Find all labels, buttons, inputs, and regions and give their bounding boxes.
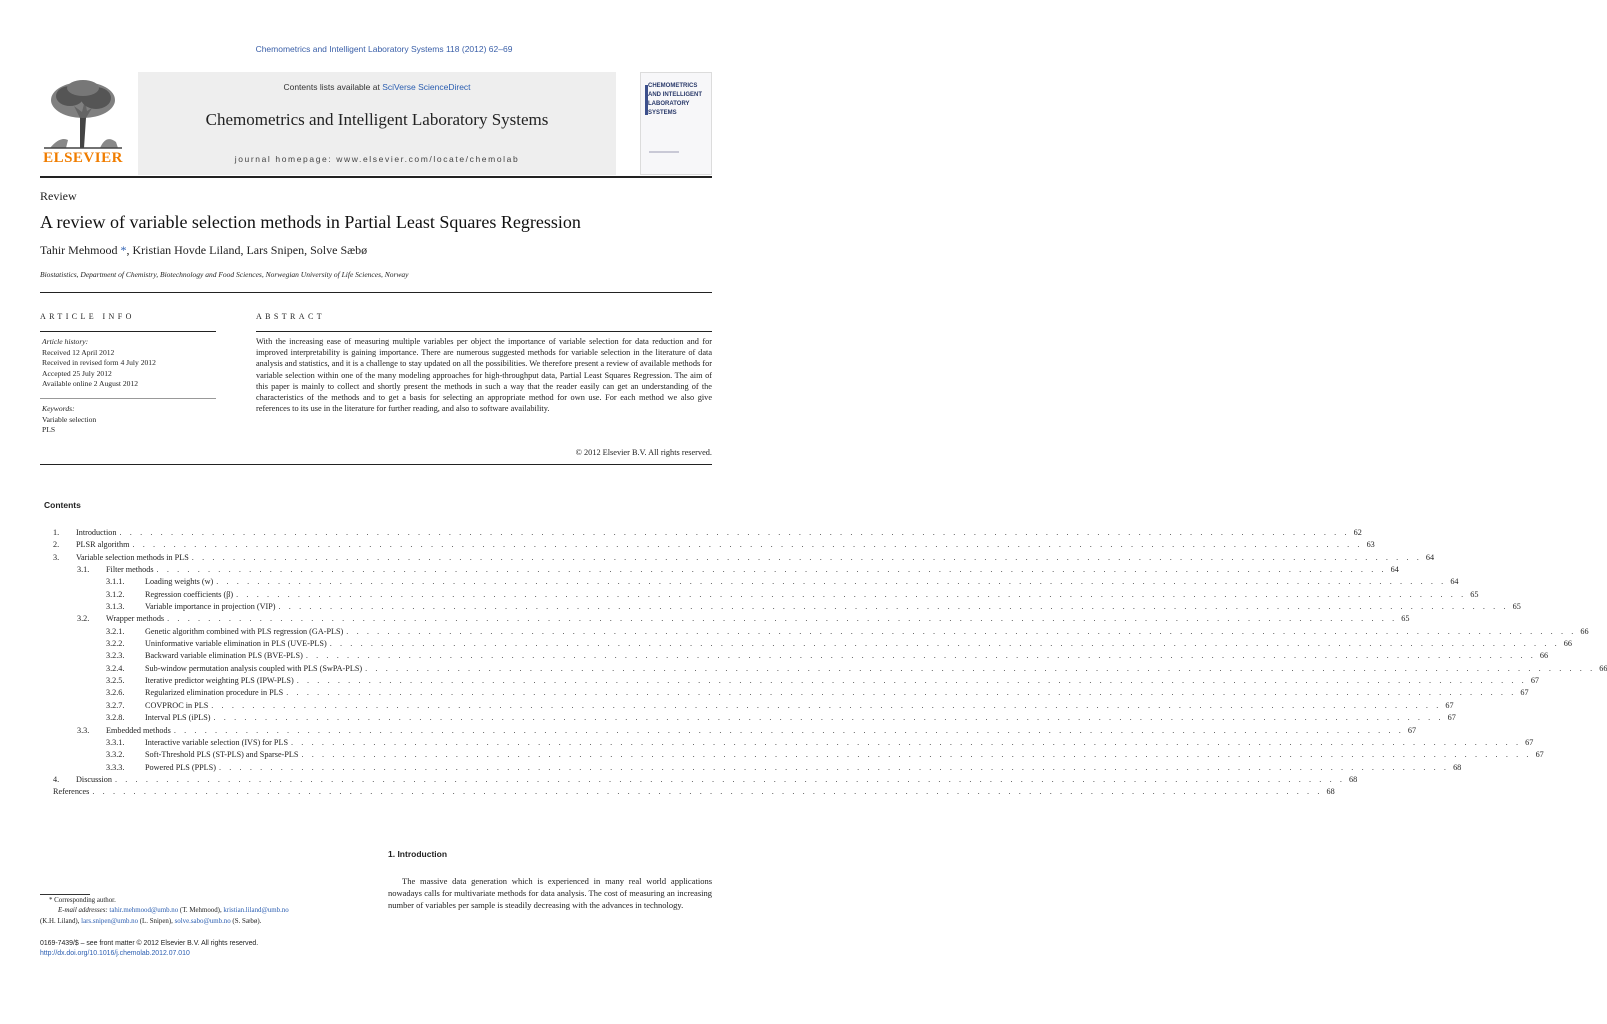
sciencedirect-link[interactable]: SciVerse ScienceDirect [382, 82, 471, 92]
cover-line-2: AND INTELLIGENT [648, 92, 702, 98]
toc-entry-number: 3.2.7. [106, 700, 125, 710]
toc-entry-page: 67 [1441, 700, 1453, 712]
author-affiliation: Biostatistics, Department of Chemistry, Biotechnology and Food Sciences, Norwegian University of Life Sciences, Norway [40, 270, 409, 279]
toc-entry-title: Genetic algorithm combined with PLS regression (GA-PLS) [145, 626, 346, 638]
cover-accent-bar [645, 85, 648, 115]
email-link[interactable]: solve.sabo@umb.no [174, 917, 231, 925]
toc-entry-title: Uninformative variable elimination in PLS (UVE-PLS) [145, 638, 330, 650]
toc-leader-dots: . . . . . . . . . . . . . . . . . . . . . . . . . . . . . . . . . . . . . . . . . . . . . . . . . . . . . . . . . . . . . . . . . . . . . . . . . . . . . . . . . . . . . . . . . . . . . . . . . . . . . . . . . . . . . . . . . . . . . . . . [167, 614, 1398, 624]
journal-title: Chemometrics and Intelligent Laboratory Systems [205, 110, 549, 129]
contents-prefix: Contents lists available at [283, 82, 383, 92]
toc-entry-number: 4. [53, 774, 60, 784]
toc-entry-number: 3.3.3. [106, 762, 125, 772]
toc-entry-page: 67 [1444, 712, 1456, 724]
toc-entry[interactable] [40, 712, 1456, 724]
toc-entry[interactable] [40, 601, 1521, 613]
keywords-rule [40, 398, 216, 399]
toc-entry[interactable] [40, 737, 1534, 749]
corresponding-author-note: * Corresponding author. [49, 897, 116, 904]
keyword-item: Variable selection [42, 414, 97, 424]
journal-homepage[interactable]: journal homepage: www.elsevier.com/locate/chemolab [234, 154, 520, 164]
toc-entry-number: 3.1.2. [106, 589, 125, 599]
email-owner: (T. Mehmood), [178, 907, 224, 915]
toc-entry-title: COVPROC in PLS [145, 700, 211, 712]
toc-entry-number: 3.2.5. [106, 676, 125, 686]
toc-entry-page: 65 [1397, 613, 1409, 625]
toc-entry-title: Interactive variable selection (IVS) for PLS [145, 737, 291, 749]
article-type: Review [40, 189, 77, 203]
toc-leader-dots: . . . . . . . . . . . . . . . . . . . . . . . . . . . . . . . . . . . . . . . . . . . . . . . . . . . . . . . . . . . . . . . . . . . . . . . . . . . . . . . . . . . . . . . . . . . . . . . . . . . . . . . . . . . . . . . . . . . . . . . . [365, 663, 1596, 673]
toc-entry[interactable] [40, 552, 1435, 564]
toc-entry[interactable] [40, 700, 1454, 712]
journal-cover-thumbnail [640, 72, 712, 175]
toc-entry[interactable] [40, 762, 1462, 774]
history-label: Article history: [42, 337, 89, 346]
toc-leader-dots: . . . . . . . . . . . . . . . . . . . . . . . . . . . . . . . . . . . . . . . . . . . . . . . . . . . . . . . . . . . . . . . . . . . . . . . . . . . . . . . . . . . . . . . . . . . . . . . . . . . . . . . . . . . . . . . . . . . . . . . . [301, 750, 1532, 760]
cover-decor [649, 151, 679, 153]
toc-leader-dots: . . . . . . . . . . . . . . . . . . . . . . . . . . . . . . . . . . . . . . . . . . . . . . . . . . . . . . . . . . . . . . . . . . . . . . . . . . . . . . . . . . . . . . . . . . . . . . . . . . . . . . . . . . . . . . . . . . . . . . . . [114, 774, 1346, 784]
toc-entry-number: 2. [53, 540, 60, 550]
toc-leader-dots: . . . . . . . . . . . . . . . . . . . . . . . . . . . . . . . . . . . . . . . . . . . . . . . . . . . . . . . . . . . . . . . . . . . . . . . . . . . . . . . . . . . . . . . . . . . . . . . . . . . . . . . . . . . . . . . . . . . . . . . . [346, 626, 1577, 636]
cover-line-4: SYSTEMS [648, 110, 677, 116]
cover-line-3: LABORATORY [648, 101, 690, 107]
toc-entry-title: Embedded methods [106, 725, 174, 737]
toc-entry[interactable] [40, 527, 1362, 539]
toc-leader-dots: . . . . . . . . . . . . . . . . . . . . . . . . . . . . . . . . . . . . . . . . . . . . . . . . . . . . . . . . . . . . . . . . . . . . . . . . . . . . . . . . . . . . . . . . . . . . . . . . . . . . . . . . . . . . . . . . . . . . . . . . [305, 651, 1536, 661]
toc-entry-number: 3.1. [77, 565, 90, 575]
toc-leader-dots: . . . . . . . . . . . . . . . . . . . . . . . . . . . . . . . . . . . . . . . . . . . . . . . . . . . . . . . . . . . . . . . . . . . . . . . . . . . . . . . . . . . . . . . . . . . . . . . . . . . . . . . . . . . . . . . . . . . . . . . . [156, 565, 1387, 575]
toc-entry-number: 3.2.2. [106, 639, 125, 649]
toc-entry[interactable] [40, 774, 1358, 786]
toc-entry-title: References [53, 786, 92, 798]
toc-entry[interactable] [40, 749, 1544, 761]
toc-leader-dots: . . . . . . . . . . . . . . . . . . . . . . . . . . . . . . . . . . . . . . . . . . . . . . . . . . . . . . . . . . . . . . . . . . . . . . . . . . . . . . . . . . . . . . . . . . . . . . . . . . . . . . . . . . . . . . . . . . . . . . . . [218, 762, 1450, 772]
toc-entry-title: Interval PLS (iPLS) [145, 712, 214, 724]
corresponding-author-marker[interactable]: * [120, 243, 127, 257]
email-owner: (K.H. Liland), [40, 917, 82, 925]
doi-link[interactable]: http://dx.doi.org/10.1016/j.chemolab.2012.07.010 [40, 950, 190, 958]
toc-entry-number: 3.3.2. [106, 750, 125, 760]
toc-entry-page: 64 [1446, 576, 1458, 588]
toc-entry-page: 66 [1560, 638, 1572, 650]
history-accepted: Accepted 25 July 2012 [42, 368, 112, 378]
toc-leader-dots: . . . . . . . . . . . . . . . . . . . . . . . . . . . . . . . . . . . . . . . . . . . . . . . . . . . . . . . . . . . . . . . . . . . . . . . . . . . . . . . . . . . . . . . . . . . . . . . . . . . . . . . . . . . . . . . . . . . . . . . . [211, 700, 1442, 710]
toc-entry-page: 68 [1449, 762, 1461, 774]
toc-entry-title: Regression coefficients (β) [145, 589, 236, 601]
toc-leader-dots: . . . . . . . . . . . . . . . . . . . . . . . . . . . . . . . . . . . . . . . . . . . . . . . . . . . . . . . . . . . . . . . . . . . . . . . . . . . . . . . . . . . . . . . . . . . . . . . . . . . . . . . . . . . . . . . . . . . . . . . . [291, 737, 1522, 747]
elsevier-wordmark: ELSEVIER [43, 150, 123, 166]
toc-entry-number: 3.1.1. [106, 577, 125, 587]
abstract-heading: ABSTRACT [256, 312, 325, 321]
toc-entry-title: Soft-Threshold PLS (ST-PLS) and Sparse-PLS [145, 749, 301, 761]
toc-entry-page: 64 [1387, 564, 1399, 576]
toc-entry-page: 67 [1404, 725, 1416, 737]
abstract-rule [256, 331, 712, 332]
toc-entry-page: 66 [1536, 650, 1548, 662]
footnote-rule [40, 894, 90, 895]
toc-entry[interactable] [40, 564, 1399, 576]
article-title: A review of variable selection methods in Partial Least Squares Regression [40, 212, 581, 232]
toc-leader-dots: . . . . . . . . . . . . . . . . . . . . . . . . . . . . . . . . . . . . . . . . . . . . . . . . . . . . . . . . . . . . . . . . . . . . . . . . . . . . . . . . . . . . . . . . . . . . . . . . . . . . . . . . . . . . . . . . . . . . . . . . [286, 688, 1517, 698]
toc-entry[interactable] [40, 786, 1335, 798]
toc-entry-page: 65 [1509, 601, 1521, 613]
header-rule [40, 176, 712, 178]
toc-entry[interactable] [40, 675, 1540, 687]
toc-entry-title: Wrapper methods [106, 613, 167, 625]
toc-entry-number: 3.1.3. [106, 602, 125, 612]
toc-entry-page: 66 [1595, 663, 1607, 675]
toc-entry-page: 65 [1466, 589, 1478, 601]
toc-entry[interactable] [40, 613, 1410, 625]
toc-entry[interactable] [40, 650, 1549, 662]
introduction-heading: 1. Introduction [388, 849, 448, 859]
toc-leader-dots: . . . . . . . . . . . . . . . . . . . . . . . . . . . . . . . . . . . . . . . . . . . . . . . . . . . . . . . . . . . . . . . . . . . . . . . . . . . . . . . . . . . . . . . . . . . . . . . . . . . . . . . . . . . . . . . . . . . . . . . . [213, 713, 1444, 723]
toc-leader-dots: . . . . . . . . . . . . . . . . . . . . . . . . . . . . . . . . . . . . . . . . . . . . . . . . . . . . . . . . . . . . . . . . . . . . . . . . . . . . . . . . . . . . . . . . . . . . . . . . . . . . . . . . . . . . . . . . . . . . . . . . [278, 602, 1509, 612]
toc-entry-number: 3.2.8. [106, 713, 125, 723]
toc-entry-number: 3.2. [77, 614, 90, 624]
toc-entry-page: 62 [1350, 527, 1362, 539]
toc-entry-title: Discussion [76, 774, 115, 786]
toc-leader-dots: . . . . . . . . . . . . . . . . . . . . . . . . . . . . . . . . . . . . . . . . . . . . . . . . . . . . . . . . . . . . . . . . . . . . . . . . . . . . . . . . . . . . . . . . . . . . . . . . . . . . . . . . . . . . . . . . . . . . . . . . [296, 676, 1527, 686]
toc-entry-number: 3.2.4. [106, 663, 125, 673]
toc-entry[interactable] [40, 589, 1479, 601]
article-info-heading: ARTICLE INFO [40, 312, 135, 321]
keywords-label: Keywords: [42, 404, 75, 413]
section-rule [40, 292, 712, 293]
email-link[interactable]: kristian.liland@umb.no [223, 907, 289, 915]
issn-line [40, 939, 258, 960]
email-owner: (S. Sæbø). [230, 917, 262, 925]
toc-leader-dots: . . . . . . . . . . . . . . . . . . . . . . . . . . . . . . . . . . . . . . . . . . . . . . . . . . . . . . . . . . . . . . . . . . . . . . . . . . . . . . . . . . . . . . . . . . . . . . . . . . . . . . . . . . . . . . . . . . . . . . . . [216, 577, 1447, 587]
history-received: Received 12 April 2012 [42, 347, 115, 357]
toc-entry-number: 3.2.6. [106, 688, 125, 698]
toc-entry-title: Variable selection methods in PLS [76, 552, 192, 564]
front-matter-note: 0169-7439/$ – see front matter © 2012 Elsevier B.V. All rights reserved. [40, 940, 259, 947]
toc-leader-dots: . . . . . . . . . . . . . . . . . . . . . . . . . . . . . . . . . . . . . . . . . . . . . . . . . . . . . . . . . . . . . . . . . . . . . . . . . . . . . . . . . . . . . . . . . . . . . . . . . . . . . . . . . . . . . . . . . . . . . . . . [92, 787, 1323, 797]
toc-entry-page: 68 [1322, 786, 1334, 798]
toc-entry-page: 67 [1516, 687, 1528, 699]
toc-entry-page: 67 [1532, 749, 1544, 761]
toc-entry-page: 67 [1521, 737, 1533, 749]
toc-entry-title: Variable importance in projection (VIP) [145, 601, 279, 613]
toc-entry-number: 3.2.1. [106, 626, 125, 636]
footnote [40, 896, 370, 927]
toc-entry[interactable] [40, 638, 1572, 650]
toc-leader-dots: . . . . . . . . . . . . . . . . . . . . . . . . . . . . . . . . . . . . . . . . . . . . . . . . . . . . . . . . . . . . . . . . . . . . . . . . . . . . . . . . . . . . . . . . . . . . . . . . . . . . . . . . . . . . . . . . . . . . . . . . [191, 552, 1422, 562]
email-owner: (L. Snipen), [138, 917, 175, 925]
toc-entry-number: 3. [53, 552, 60, 562]
toc-entry-title: Iterative predictor weighting PLS (IPW-PLS) [145, 675, 297, 687]
toc-entry-title: Backward variable elimination PLS (BVE-PLS) [145, 650, 306, 662]
toc-leader-dots: . . . . . . . . . . . . . . . . . . . . . . . . . . . . . . . . . . . . . . . . . . . . . . . . . . . . . . . . . . . . . . . . . . . . . . . . . . . . . . . . . . . . . . . . . . . . . . . . . . . . . . . . . . . . . . . . . . . . . . . . [119, 528, 1350, 537]
toc-entry-title: Filter methods [106, 564, 157, 576]
toc-entry-title: Loading weights (w) [145, 576, 216, 588]
toc-entry-number: 3.3. [77, 725, 90, 735]
toc-entry-number: 3.2.3. [106, 651, 125, 661]
journal-reference[interactable]: Chemometrics and Intelligent Laboratory Systems 118 (2012) 62–69 [255, 44, 513, 54]
toc-leader-dots: . . . . . . . . . . . . . . . . . . . . . . . . . . . . . . . . . . . . . . . . . . . . . . . . . . . . . . . . . . . . . . . . . . . . . . . . . . . . . . . . . . . . . . . . . . . . . . . . . . . . . . . . . . . . . . . . . . . . . . . . [132, 540, 1363, 550]
toc-entry-page: 68 [1345, 774, 1357, 786]
toc-leader-dots: . . . . . . . . . . . . . . . . . . . . . . . . . . . . . . . . . . . . . . . . . . . . . . . . . . . . . . . . . . . . . . . . . . . . . . . . . . . . . . . . . . . . . . . . . . . . . . . . . . . . . . . . . . . . . . . . . . . . . . . . [329, 639, 1560, 649]
abstract-copyright: © 2012 Elsevier B.V. All rights reserved. [575, 448, 712, 457]
toc-entry[interactable] [40, 626, 1589, 638]
toc-entry-title: PLSR algorithm [76, 539, 132, 551]
contents-heading: Contents [44, 500, 81, 510]
email-addresses [40, 906, 370, 916]
article-info-rule [40, 331, 216, 332]
author-rest: , Kristian Hovde Liland, Lars Snipen, Solve Sæbø [126, 243, 368, 257]
toc-entry-title: Introduction [76, 527, 119, 539]
toc-entry-title: Regularized elimination procedure in PLS [145, 687, 286, 699]
introduction-text: The massive data generation which is experienced in many real world applications nowadays calls for multivariate methods for data analysis. The cost of measuring an increasing number of variables per sample is steadily decreasing with the advances in technology. [388, 876, 712, 910]
toc-entry[interactable] [40, 663, 1607, 675]
toc-entry-page: 67 [1527, 675, 1539, 687]
toc-leader-dots: . . . . . . . . . . . . . . . . . . . . . . . . . . . . . . . . . . . . . . . . . . . . . . . . . . . . . . . . . . . . . . . . . . . . . . . . . . . . . . . . . . . . . . . . . . . . . . . . . . . . . . . . . . . . . . . . . . . . . . . . [173, 725, 1404, 735]
toc-entry[interactable] [40, 539, 1375, 551]
toc-entry-title: Sub-window permutation analysis coupled with PLS (SwPA-PLS) [145, 663, 365, 675]
toc-entry[interactable] [40, 687, 1529, 699]
history-online: Available online 2 August 2012 [42, 379, 139, 389]
toc-entry-page: 64 [1422, 552, 1434, 564]
toc-leader-dots: . . . . . . . . . . . . . . . . . . . . . . . . . . . . . . . . . . . . . . . . . . . . . . . . . . . . . . . . . . . . . . . . . . . . . . . . . . . . . . . . . . . . . . . . . . . . . . . . . . . . . . . . . . . . . . . . . . . . . . . . [236, 589, 1467, 599]
abstract-bottom-rule [40, 464, 712, 465]
table-of-contents [40, 527, 1607, 799]
author-list [40, 243, 367, 258]
author-first: Tahir Mehmood [40, 243, 121, 257]
article-history [42, 337, 156, 390]
email-link[interactable]: lars.snipen@umb.no [81, 917, 139, 925]
cover-line-1: CHEMOMETRICS [648, 83, 698, 89]
toc-entry-number: 3.3.1. [106, 737, 125, 747]
toc-entry-page: 66 [1576, 626, 1588, 638]
toc-entry-page: 63 [1363, 539, 1375, 551]
toc-entry-number: 1. [53, 528, 60, 537]
abstract-text: With the increasing ease of measuring multiple variables per object the importance of variable selection for data reduction and for improved interpretability is gaining importance. There are numerous suggested methods for variable selection in the literature of data analysis and statistics, and it is a challenge to stay updated on all the possibilities. We therefore present a review of available methods for variable selection within one of the many modeling approaches for high-throughput data, Partial Least Squares Regression. The aim of this paper is mainly to collect and shortly present the methods in such a way that the reader easily can get an understanding of the characteristics of the methods and to get a basis for selecting an appropriate method for own use. For each method we also give references to its use in the literature for further reading, and also to software availability. [256, 337, 712, 414]
toc-entry[interactable] [40, 725, 1417, 737]
email-link[interactable]: tahir.mehmood@umb.no [109, 907, 179, 915]
email-label: E-mail addresses: [58, 907, 110, 915]
toc-entry[interactable] [40, 576, 1459, 588]
history-revised: Received in revised form 4 July 2012 [42, 358, 156, 368]
keywords [42, 404, 96, 436]
email-addresses-cont [40, 917, 370, 927]
toc-entry-title: Powered PLS (PPLS) [145, 762, 219, 774]
keyword-item: PLS [42, 425, 56, 435]
contents-available-line [138, 82, 616, 92]
